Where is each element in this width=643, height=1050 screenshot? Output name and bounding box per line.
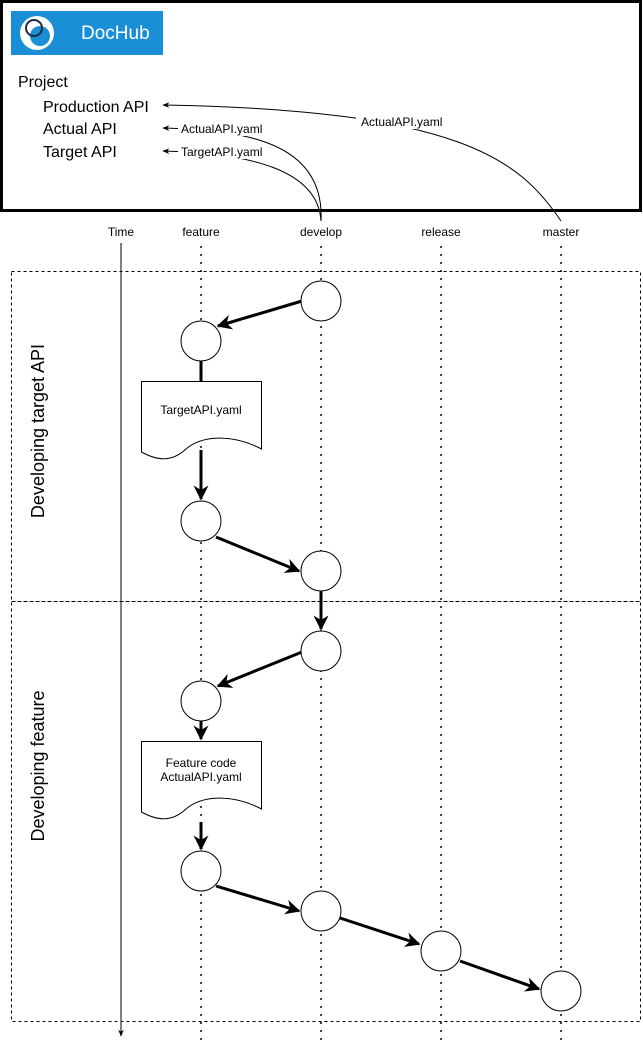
commit-develop-4 [301, 891, 341, 931]
arrow-feature-to-develop-2 [216, 886, 299, 911]
lifelines [201, 246, 561, 1046]
arrow-develop-to-release [340, 918, 419, 944]
dochub-logo [11, 11, 163, 55]
link-label-actual: ActualAPI.yaml [181, 122, 263, 136]
project-item-target-api: Target API [43, 144, 117, 161]
commit-feature-3 [181, 681, 221, 721]
arrow-develop-to-feature-2 [218, 652, 302, 686]
project-item-production-api: Production API [43, 99, 149, 116]
arrow-develop-to-feature-1 [218, 301, 302, 326]
commit-feature-4 [181, 851, 221, 891]
phase-label-target-api: Developing target API [28, 343, 48, 519]
lane-label-master: master [542, 225, 580, 239]
commit-release-1 [421, 931, 461, 971]
arrow-feature-to-develop-1 [216, 537, 299, 571]
arrow-release-to-master [460, 961, 539, 989]
commit-master-1 [541, 971, 581, 1011]
commit-develop-2 [301, 551, 341, 591]
project-item-actual-api: Actual API [43, 121, 117, 138]
commit-feature-1 [181, 321, 221, 361]
lane-label-develop: develop [299, 225, 343, 239]
link-label-target: TargetAPI.yaml [181, 145, 263, 159]
lane-label-release: release [421, 225, 461, 239]
project-label: Project [18, 74, 68, 91]
commit-feature-2 [181, 501, 221, 541]
phase-label-feature: Developing feature [28, 690, 48, 842]
document-feature-line-1: Feature code [165, 756, 237, 770]
logo-text: DocHub [81, 23, 150, 44]
commit-develop-1 [301, 281, 341, 321]
commit-develop-3 [301, 631, 341, 671]
lane-label-time: Time [107, 225, 135, 239]
link-label-production: ActualAPI.yaml [361, 115, 443, 129]
document-feature-line-2: ActualAPI.yaml [160, 770, 242, 784]
lane-label-feature: feature [182, 225, 220, 239]
document-target-api-line-1: TargetAPI.yaml [160, 403, 242, 417]
